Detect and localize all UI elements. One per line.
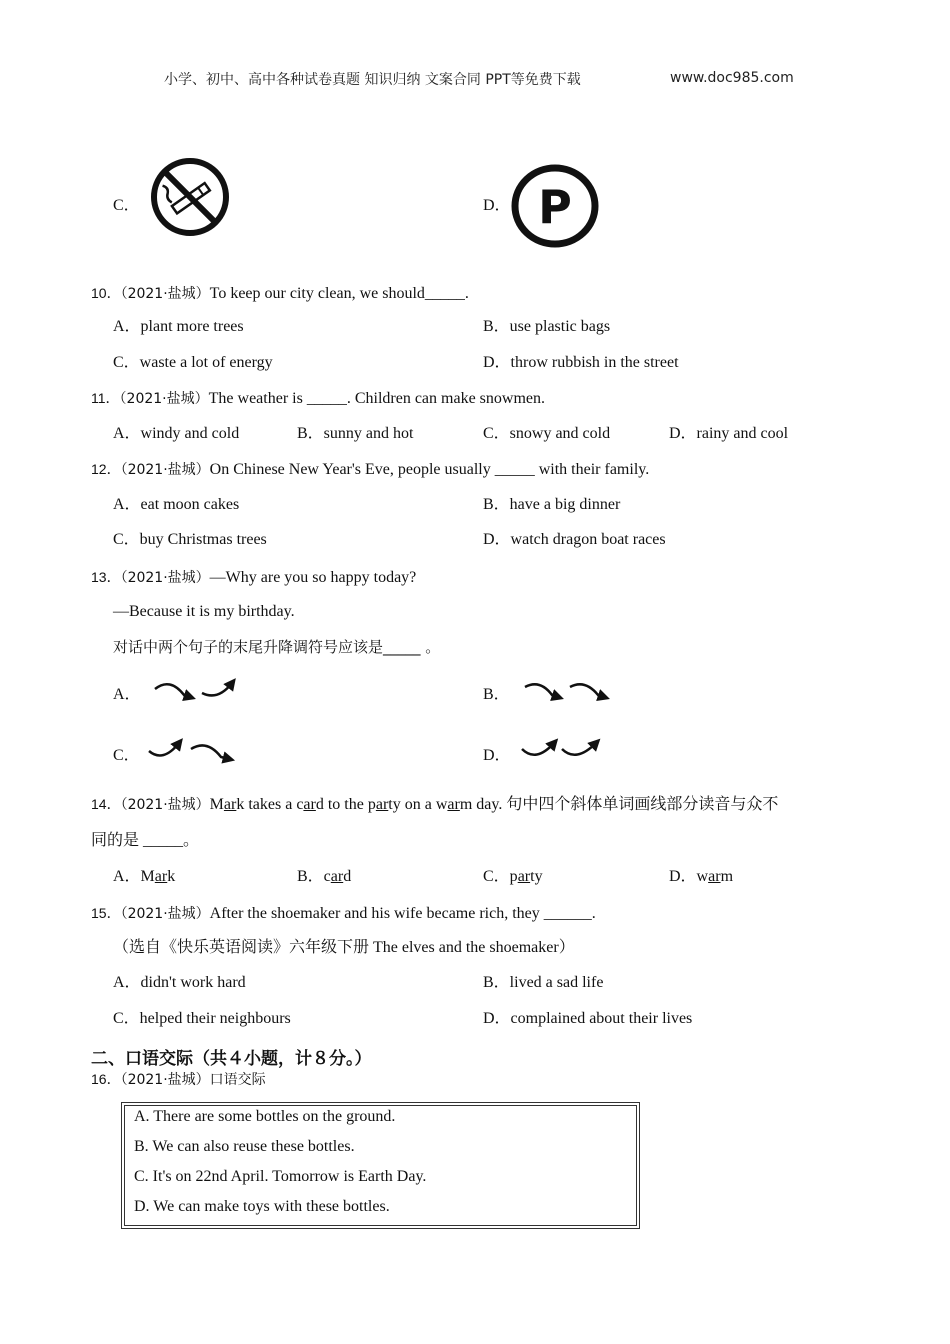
q12-option-d: D．watch dragon boat races (483, 531, 666, 548)
parking-sign-icon (510, 163, 600, 249)
q14-line2: 同的是 _____。 (91, 832, 200, 849)
q10-option-a: A．plant more trees (113, 318, 244, 335)
q14-underlined-ar: ar (223, 796, 237, 813)
q14-option-a: A．Mark (113, 868, 176, 885)
no-smoking-sign-icon (148, 155, 232, 239)
q15-source: （2021·盐城） (120, 906, 210, 922)
question-12 (91, 459, 649, 480)
q15-text: After the shoemaker and his wife became rich, they ______. (209, 905, 596, 922)
q16-box-line: D. We can make toys with these bottles. (134, 1198, 390, 1215)
q16-number: 16． (91, 1071, 121, 1087)
question-14 (91, 794, 778, 815)
q12-option-c: C．buy Christmas trees (113, 531, 267, 548)
q14-option-b: B．card (297, 868, 352, 885)
q13-line1: —Why are you so happy today? (209, 569, 417, 586)
q15-option-b: B．lived a sad life (483, 974, 604, 991)
q15-option-a: A．didn't work hard (113, 974, 246, 991)
q12-option-b: B．have a big dinner (483, 496, 621, 513)
q12-number: 12． (91, 461, 121, 477)
q16-box-line: A. There are some bottles on the ground. (134, 1108, 396, 1125)
q14-source: （2021·盐城） (120, 797, 210, 813)
page-header-text: 小学、初中、高中各种试卷真题 知识归纳 文案合同 PPT等免费下载 (164, 72, 581, 88)
q14-underlined-ar: ar (447, 796, 460, 813)
q13-number: 13． (91, 569, 121, 585)
q12-text: On Chinese New Year's Eve, people usually _____ with their family. (209, 461, 650, 478)
q14-underlined-ar: ar (375, 796, 389, 813)
q10-option-c: C．waste a lot of energy (113, 354, 273, 371)
question-13 (91, 567, 416, 588)
q13-line3: 对话中两个句子的末尾升降调符号应该是_____ 。 (113, 638, 441, 656)
q11-option-a: A．windy and cold (113, 425, 240, 442)
q16-box-line: C. It's on 22nd April. Tomorrow is Earth Day. (134, 1168, 427, 1185)
q14-text-part: ty on a w (388, 796, 448, 813)
q13-option-a-label: A． (113, 686, 141, 703)
q13-option-b-label: B． (483, 686, 510, 703)
q15-option-c: C．helped their neighbours (113, 1010, 291, 1027)
q16-box-line: B. We can also reuse these bottles. (134, 1138, 355, 1155)
q14-underlined-ar: ar (303, 796, 316, 813)
q9-option-d-label: D． (483, 197, 511, 214)
q14-option-c: C．party (483, 868, 543, 885)
q12-source: （2021·盐城） (120, 462, 210, 478)
q13-option-c-rising-falling-arrows-icon (145, 737, 245, 767)
q11-number: 11． (91, 390, 120, 406)
q15-option-d: D．complained about their lives (483, 1010, 693, 1027)
q13-option-d-label: D． (483, 747, 511, 764)
q13-option-d-rising-rising-arrows-icon (518, 737, 618, 767)
question-15 (91, 903, 596, 924)
q12-option-a: A．eat moon cakes (113, 496, 240, 513)
q14-text-part: d to the p (315, 796, 376, 813)
q14-option-d: D．warm (669, 868, 734, 885)
q11-option-d: D．rainy and cool (669, 425, 789, 442)
q13-option-a-falling-rising-arrows-icon (150, 675, 245, 705)
q11-option-b: B．sunny and hot (297, 425, 414, 442)
q11-source: （2021·盐城） (119, 391, 209, 407)
q15-source-note: （选自《快乐英语阅读》六年级下册 The elves and the shoemaker） (113, 939, 575, 956)
q13-option-b-falling-falling-arrows-icon (520, 677, 620, 707)
q13-option-c-label: C． (113, 747, 140, 764)
q11-option-c: C．snowy and cold (483, 425, 611, 442)
q14-text-part: m day. 句中四个斜体单词画线部分读音与众不 (459, 796, 779, 813)
q10-option-b: B．use plastic bags (483, 318, 611, 335)
q14-text-part: k takes a c (236, 796, 304, 813)
q16-source: （2021·盐城）口语交际 (120, 1072, 266, 1088)
q15-number: 15． (91, 905, 121, 921)
q14-text-part: M (209, 796, 224, 813)
q10-source: （2021·盐城） (120, 286, 210, 302)
q13-line2: —Because it is my birthday. (113, 603, 295, 620)
q13-source: （2021·盐城） (120, 570, 210, 586)
q10-option-d: D．throw rubbish in the street (483, 354, 679, 371)
q16-dialogue-box (121, 1102, 640, 1229)
parking-sign-letter: P (538, 180, 572, 234)
q11-text: The weather is _____. Children can make snowmen. (208, 390, 545, 407)
q14-number: 14． (91, 796, 121, 812)
question-11 (91, 388, 545, 409)
question-16 (91, 1069, 266, 1089)
page-header-url: www.doc985.com (670, 70, 794, 86)
question-10 (91, 283, 469, 304)
q9-option-c-label: C． (113, 197, 140, 214)
q10-number: 10． (91, 285, 121, 301)
section-2-title: 二、口语交际（共４小题，计８分。） (91, 1049, 372, 1069)
q10-text: To keep our city clean, we should_____. (209, 285, 469, 302)
